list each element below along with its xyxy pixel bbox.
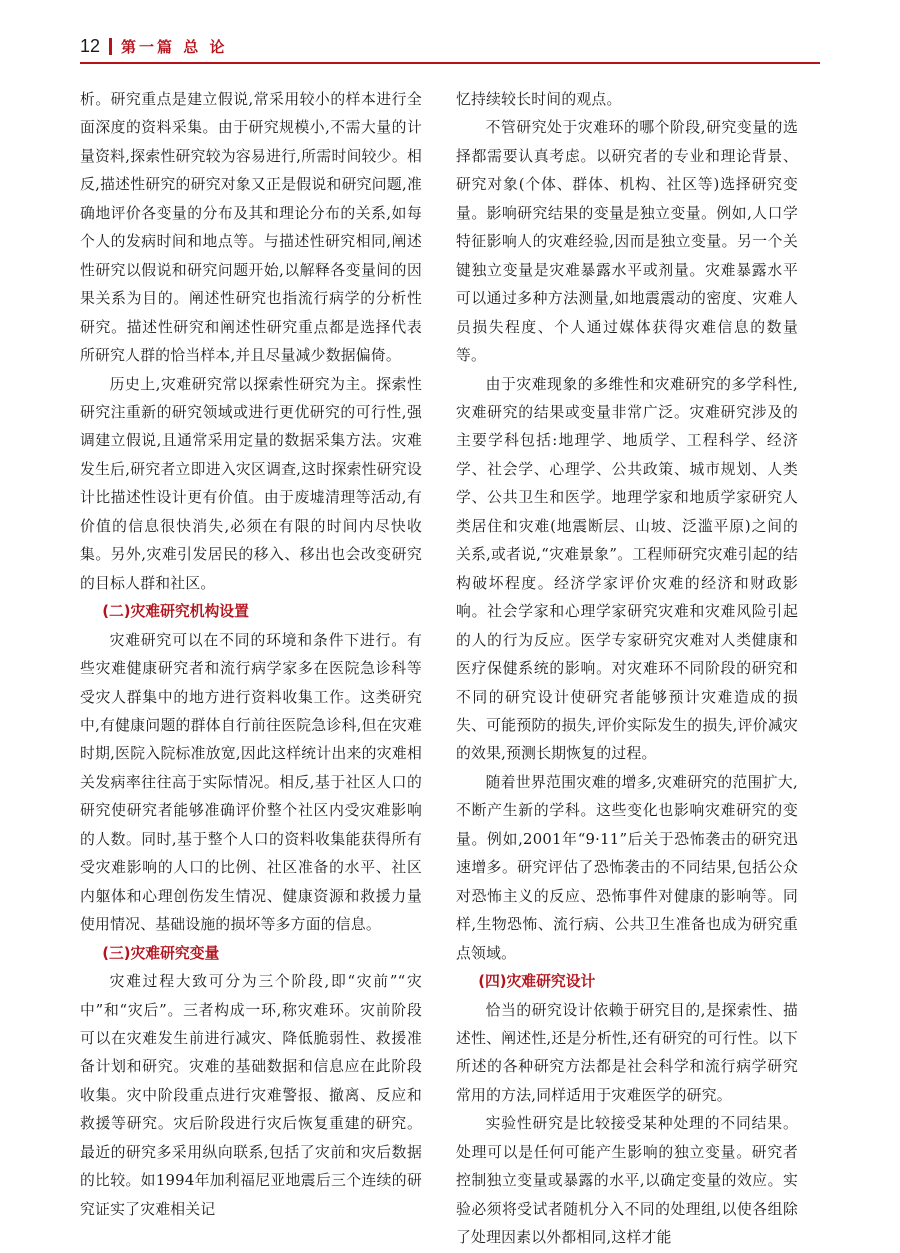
section-heading: (二)灾难研究机构设置: [102, 603, 249, 621]
paragraph: 灾难过程大致可分为三个阶段,即“灾前”“灾中”和“灾后”。三者构成一环,称灾难环。灾前阶段可以在灾难发生前进行减灾、降低脆弱性、救援准备计划和研究。灾难的基础数据和信息应在此阶段收集。灾中阶段重点进行灾难警报、撤离、反应和救援等研究。灾后阶段进行灾后恢复重建的研究。最近的研究多采用纵向联系,包括了灾前和灾后数据的比较。如1994年加利福尼亚地震后三个连续的研究证实了灾难相关记: [80, 973, 422, 1218]
right-column: [456, 86, 798, 1253]
paragraph: 忆持续较长时间的观点。: [456, 91, 622, 108]
paragraph: 实验性研究是比较接受某种处理的不同结果。处理可以是任何可能产生影响的独立变量。研究者控制独立变量或暴露的水平,以确定变量的效应。实验必须将受试者随机分入不同的处理组,以使各组除了处理因素以外都相同,这样才能: [456, 1115, 798, 1247]
section-heading: (三)灾难研究变量: [102, 944, 220, 962]
paragraph: 不管研究处于灾难环的哪个阶段,研究变量的选择都需要认真考虑。以研究者的专业和理论背景、研究对象(个体、群体、机构、社区等)选择研究变量。影响研究结果的变量是独立变量。例如,人口学特征影响人的灾难经验,因而是独立变量。另一个关键独立变量是灾难暴露水平或剂量。灾难暴露水平可以通过多种方法测量,如地震震动的密度、灾难人员损失程度、个人通过媒体获得灾难信息的数量等。: [456, 119, 798, 365]
section-heading: (四)灾难研究设计: [478, 973, 596, 991]
header-rule: [80, 62, 820, 64]
paragraph: 恰当的研究设计依赖于研究目的,是探索性、描述性、阐述性,还是分析性,还有研究的可行性。以下所述的各种研究方法都是社会科学和流行病学研究常用的方法,同样适用于灾难医学的研究。: [456, 1001, 798, 1104]
paragraph: 历史上,灾难研究常以探索性研究为主。探索性研究注重新的研究领域或进行更优研究的可行性,强调建立假说,且通常采用定量的数据采集方法。灾难发生后,研究者立即进入灾区调查,这时探索性研究设计比描述性设计更有价值。由于废墟清理等活动,有价值的信息很快消失,必须在有限的时间内尽快收集。另外,灾难引发居民的移入、移出也会改变研究的目标人群和社区。: [80, 375, 422, 592]
paragraph: 析。研究重点是建立假说,常采用较小的样本进行全面深度的资料采集。由于研究规模小,不需大量的计量资料,探索性研究较为容易进行,所需时间较少。相反,描述性研究的研究对象又正是假说和研究问题,准确地评价各变量的分布及其和理论分布的关系,如每个人的发病时间和地点等。与描述性研究相同,阐述性研究以假说和研究问题开始,以解释各变量间的因果关系为目的。阐述性研究也指流行病学的分析性研究。描述性研究和阐述性研究重点都是选择代表所研究人群的恰当样本,并且尽量减少数据偏倚。: [80, 91, 422, 365]
chapter-title: 第一篇 总 论: [121, 37, 228, 56]
paragraph: 灾难研究可以在不同的环境和条件下进行。有些灾难健康研究者和流行病学家多在医院急诊科等受灾人群集中的地方进行资料收集工作。这类研究中,有健康问题的群体自行前往医院急诊科,但在灾难时期,医院入院标准放宽,因此这样统计出来的灾难相关发病率往往高于实际情况。相反,基于社区人口的研究使研究者能够准确评价整个社区内受灾难影响的人数。同时,基于整个人口的资料收集能获得所有受灾难影响的人口的比例、社区准备的水平、社区内躯体和心理创伤发生情况、健康资源和救援力量使用情况、基础设施的损坏等多方面的信息。: [80, 631, 422, 934]
paragraph: 由于灾难现象的多维性和灾难研究的多学科性,灾难研究的结果或变量非常广泛。灾难研究涉及的主要学科包括:地理学、地质学、工程科学、经济学、社会学、心理学、公共政策、城市规划、人类学、公共卫生和医学。地理学家和地质学家研究人类居住和灾难(地震断层、山坡、泛滥平原)之间的关系,或者说,“灾难景象”。工程师研究灾难引起的结构破坏程度。经济学家评价灾难的经济和财政影响。社会学家和心理学家研究灾难和灾难风险引起的人的行为反应。医学专家研究灾难对人类健康和医疗保健系统的影响。对灾难环不同阶段的研究和不同的研究设计使研究者能够预计灾难造成的损失、可能预防的损失,评价实际发生的损失,评价减灾的效果,预测长期恢复的过程。: [456, 375, 798, 763]
header-separator: [109, 38, 112, 55]
paragraph: 随着世界范围灾难的增多,灾难研究的范围扩大,不断产生新的学科。这些变化也影响灾难研究的变量。例如,2001年“9·11”后关于恐怖袭击的研究迅速增多。研究评估了恐怖袭击的不同结果,包括公众对恐怖主义的反应、恐怖事件对健康的影响等。同样,生物恐怖、流行病、公共卫生准备也成为研究重点领域。: [456, 773, 798, 962]
page-header: [80, 30, 820, 62]
left-column: [80, 86, 422, 1224]
page-number: 12: [80, 35, 101, 56]
